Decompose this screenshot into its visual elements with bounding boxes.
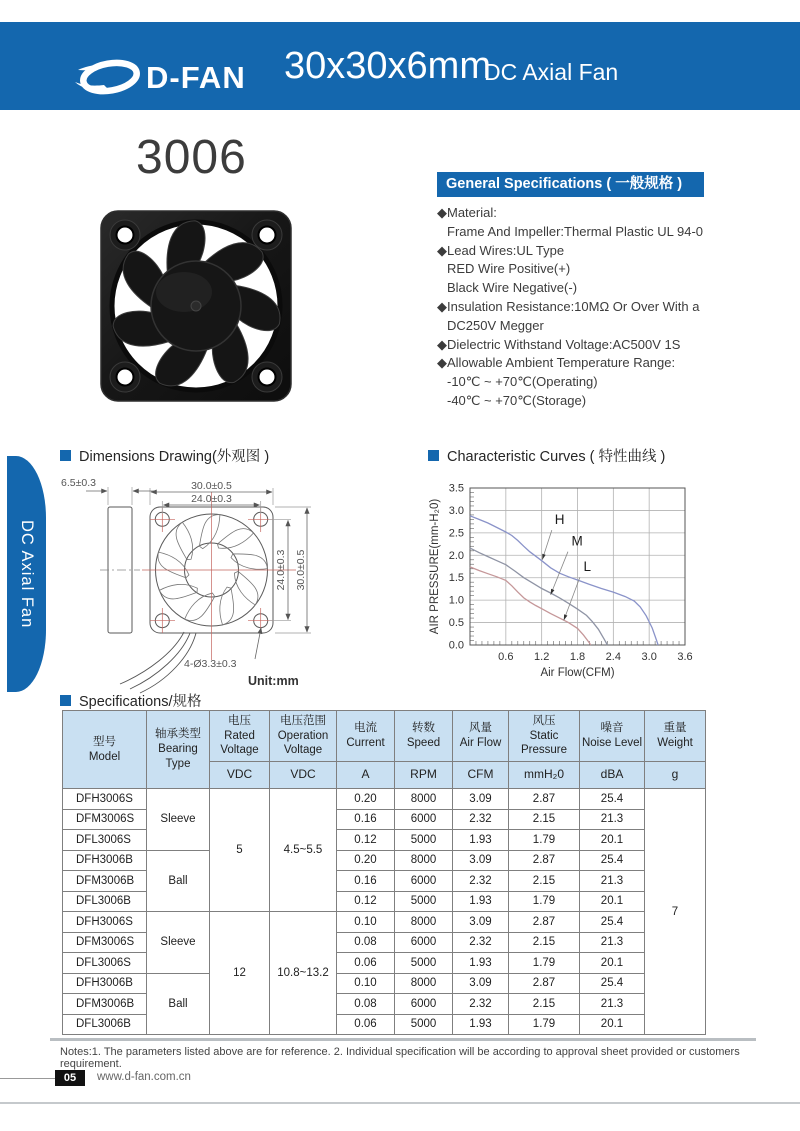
num: 2.32 — [453, 809, 509, 830]
bearing: Ball — [147, 973, 210, 1035]
spec-item: ◆Material: — [437, 205, 497, 220]
model: DFH3006S — [63, 789, 147, 810]
weight: 7 — [645, 789, 706, 1035]
svg-text:3.5: 3.5 — [448, 482, 464, 495]
page-subtitle: DC Axial Fan — [484, 59, 619, 85]
voltage: 5 — [210, 789, 270, 912]
num: 6000 — [395, 994, 453, 1015]
num: 0.20 — [337, 789, 395, 810]
section-title-text: Dimensions Drawing(外观图 ) — [79, 449, 270, 465]
num: 6000 — [395, 871, 453, 892]
dim-side-width: 6.5±0.3 — [61, 477, 96, 489]
col-unit: A — [337, 762, 395, 789]
notes-text: Notes:1. The parameters listed above are for reference. 2. Individual specification will be according to approval sheet provided or customers requirement. — [60, 1046, 740, 1070]
general-specs-list — [437, 204, 767, 411]
spec-item: -10℃ ~ +70℃(Operating) — [447, 374, 598, 390]
svg-text:3.0: 3.0 — [641, 651, 657, 663]
bearing: Ball — [147, 850, 210, 912]
range: 10.8~13.2 — [270, 912, 337, 1035]
model: DFL3006S — [63, 830, 147, 851]
section-title-text: Characteristic Curves ( 特性曲线 ) — [447, 449, 666, 465]
num: 5000 — [395, 953, 453, 974]
model: DFH3006S — [63, 912, 147, 933]
num: 25.4 — [580, 973, 645, 994]
table-row — [63, 850, 706, 871]
section-title-text: Specifications/规格 — [79, 694, 202, 710]
num: 1.93 — [453, 891, 509, 912]
page-bottom-edge — [0, 1102, 800, 1104]
num: 3.09 — [453, 973, 509, 994]
svg-text:M: M — [571, 533, 583, 549]
table-header — [63, 711, 706, 789]
num: 8000 — [395, 850, 453, 871]
svg-text:2.4: 2.4 — [605, 651, 621, 663]
spec-item: ◆Lead Wires:UL Type — [437, 242, 565, 258]
side-tab-label: DC Axial Fan — [18, 519, 36, 629]
num: 5000 — [395, 1014, 453, 1035]
voltage: 12 — [210, 912, 270, 1035]
svg-text:Air Flow(CFM): Air Flow(CFM) — [540, 667, 615, 679]
model: DFL3006B — [63, 891, 147, 912]
num: 25.4 — [580, 850, 645, 871]
logo-swoosh-icon — [74, 58, 140, 98]
num: 20.1 — [580, 891, 645, 912]
num: 0.06 — [337, 1014, 395, 1035]
footer-line — [0, 1078, 55, 1079]
svg-text:1.2: 1.2 — [534, 651, 550, 663]
col-unit: VDC — [210, 762, 270, 789]
website-url: www.d-fan.com.cn — [97, 1071, 191, 1083]
num: 20.1 — [580, 1014, 645, 1035]
blue-square-icon — [428, 450, 439, 461]
num: 0.10 — [337, 973, 395, 994]
svg-text:0.0: 0.0 — [448, 639, 464, 652]
characteristic-curves-chart — [425, 462, 775, 694]
num: 8000 — [395, 912, 453, 933]
num: 2.15 — [509, 994, 580, 1015]
col-header: 轴承类型 Bearing Type — [147, 711, 210, 789]
model: DFM3006B — [63, 871, 147, 892]
num: 5000 — [395, 891, 453, 912]
bearing: Sleeve — [147, 789, 210, 851]
num: 0.16 — [337, 871, 395, 892]
num: 21.3 — [580, 994, 645, 1015]
notes-divider — [50, 1038, 756, 1041]
svg-text:2.5: 2.5 — [448, 527, 464, 540]
col-header: 风量 Air Flow — [453, 711, 509, 762]
col-header: 转数 Speed — [395, 711, 453, 762]
num: 0.16 — [337, 809, 395, 830]
spec-item: RED Wire Positive(+) — [447, 261, 571, 277]
num: 1.79 — [509, 830, 580, 851]
dim-holes: 4-Ø3.3±0.3 — [184, 658, 237, 670]
col-unit: mmH₂0 — [509, 762, 580, 789]
num: 1.79 — [509, 891, 580, 912]
svg-text:L: L — [583, 558, 591, 574]
dim-hole-pitch-h: 24.0±0.3 — [191, 493, 232, 505]
num: 1.79 — [509, 1014, 580, 1035]
num: 2.87 — [509, 789, 580, 810]
table-row — [63, 789, 706, 810]
model-number: 3006 — [136, 131, 247, 184]
col-header: 风压 Static Pressure — [509, 711, 580, 762]
svg-text:1.8: 1.8 — [569, 651, 586, 663]
col-unit: VDC — [270, 762, 337, 789]
num: 20.1 — [580, 953, 645, 974]
range: 4.5~5.5 — [270, 789, 337, 912]
blue-square-icon — [60, 450, 71, 461]
svg-text:3.6: 3.6 — [677, 651, 693, 663]
num: 0.06 — [337, 953, 395, 974]
num: 2.32 — [453, 994, 509, 1015]
num: 2.87 — [509, 912, 580, 933]
spec-item: ◆Insulation Resistance:10MΩ Or Over With a — [437, 298, 700, 314]
svg-text:AIR PRESSURE(mm-H₂0): AIR PRESSURE(mm-H₂0) — [429, 498, 441, 635]
num: 6000 — [395, 932, 453, 953]
dim-outer-height: 30.0±0.5 — [295, 549, 307, 591]
table-row — [63, 973, 706, 994]
num: 8000 — [395, 973, 453, 994]
col-header: 重量 Weight — [645, 711, 706, 762]
num: 0.12 — [337, 891, 395, 912]
num: 0.20 — [337, 850, 395, 871]
spec-item: DC250V Megger — [447, 317, 544, 333]
num: 3.09 — [453, 789, 509, 810]
col-header: 型号 Model — [63, 711, 147, 789]
svg-text:0.5: 0.5 — [448, 617, 464, 630]
col-header: 电流 Current — [337, 711, 395, 762]
num: 8000 — [395, 789, 453, 810]
model: DFM3006B — [63, 994, 147, 1015]
table-row — [63, 912, 706, 933]
svg-text:H: H — [554, 511, 565, 527]
model: DFL3006B — [63, 1014, 147, 1035]
num: 21.3 — [580, 932, 645, 953]
num: 20.1 — [580, 830, 645, 851]
num: 1.79 — [509, 953, 580, 974]
num: 1.93 — [453, 830, 509, 851]
num: 21.3 — [580, 809, 645, 830]
table-body — [63, 789, 706, 1035]
num: 2.32 — [453, 932, 509, 953]
dimensions-drawing — [58, 462, 410, 697]
num: 2.15 — [509, 809, 580, 830]
num: 6000 — [395, 809, 453, 830]
spec-item: Black Wire Negative(-) — [447, 280, 578, 296]
bearing: Sleeve — [147, 912, 210, 974]
side-tab-dc-axial-fan — [7, 456, 46, 692]
svg-text:1.0: 1.0 — [448, 594, 464, 607]
svg-text:2.0: 2.0 — [448, 549, 464, 562]
num: 0.08 — [337, 994, 395, 1015]
num: 3.09 — [453, 850, 509, 871]
page-number-badge: 05 — [55, 1070, 85, 1086]
header-bar — [0, 22, 800, 110]
brand-logo — [74, 58, 246, 98]
col-unit: g — [645, 762, 706, 789]
num: 5000 — [395, 830, 453, 851]
model: DFM3006S — [63, 932, 147, 953]
svg-text:0.6: 0.6 — [498, 651, 514, 663]
num: 2.32 — [453, 871, 509, 892]
spec-item: ◆Allowable Ambient Temperature Range: — [437, 355, 676, 371]
num: 0.10 — [337, 912, 395, 933]
num: 21.3 — [580, 871, 645, 892]
num: 25.4 — [580, 789, 645, 810]
num: 1.93 — [453, 1014, 509, 1035]
num: 2.87 — [509, 850, 580, 871]
col-unit: CFM — [453, 762, 509, 789]
col-header: 噪音 Noise Level — [580, 711, 645, 762]
num: 0.08 — [337, 932, 395, 953]
fan-product-photo — [98, 208, 294, 404]
num: 3.09 — [453, 912, 509, 933]
spec-item: -40℃ ~ +70℃(Storage) — [447, 392, 587, 408]
unit-label: Unit:mm — [248, 674, 299, 688]
col-header: 电压 Rated Voltage — [210, 711, 270, 762]
dim-outer-width: 30.0±0.5 — [191, 480, 232, 492]
model: DFL3006S — [63, 953, 147, 974]
num: 0.12 — [337, 830, 395, 851]
num: 2.87 — [509, 973, 580, 994]
num: 2.15 — [509, 932, 580, 953]
num: 1.93 — [453, 953, 509, 974]
specifications-table — [62, 710, 706, 1035]
model: DFH3006B — [63, 973, 147, 994]
svg-text:3.0: 3.0 — [448, 504, 464, 517]
col-unit: dBA — [580, 762, 645, 789]
model: DFM3006S — [63, 809, 147, 830]
dim-hole-pitch-v: 24.0±0.3 — [275, 549, 287, 591]
col-header: 电压范围 Operation Voltage — [270, 711, 337, 762]
spec-item: Frame And Impeller:Thermal Plastic UL 94-0 — [447, 223, 704, 239]
general-specs-header: General Specifications ( 一般规格 ) — [437, 172, 704, 197]
spec-item: ◆Dielectric Withstand Voltage:AC500V 1S — [437, 336, 681, 352]
num: 25.4 — [580, 912, 645, 933]
col-unit: RPM — [395, 762, 453, 789]
model: DFH3006B — [63, 850, 147, 871]
logo-text: D-FAN — [146, 60, 246, 95]
num: 2.15 — [509, 871, 580, 892]
svg-text:1.5: 1.5 — [448, 572, 464, 585]
page-title: 30x30x6mm — [284, 45, 491, 87]
